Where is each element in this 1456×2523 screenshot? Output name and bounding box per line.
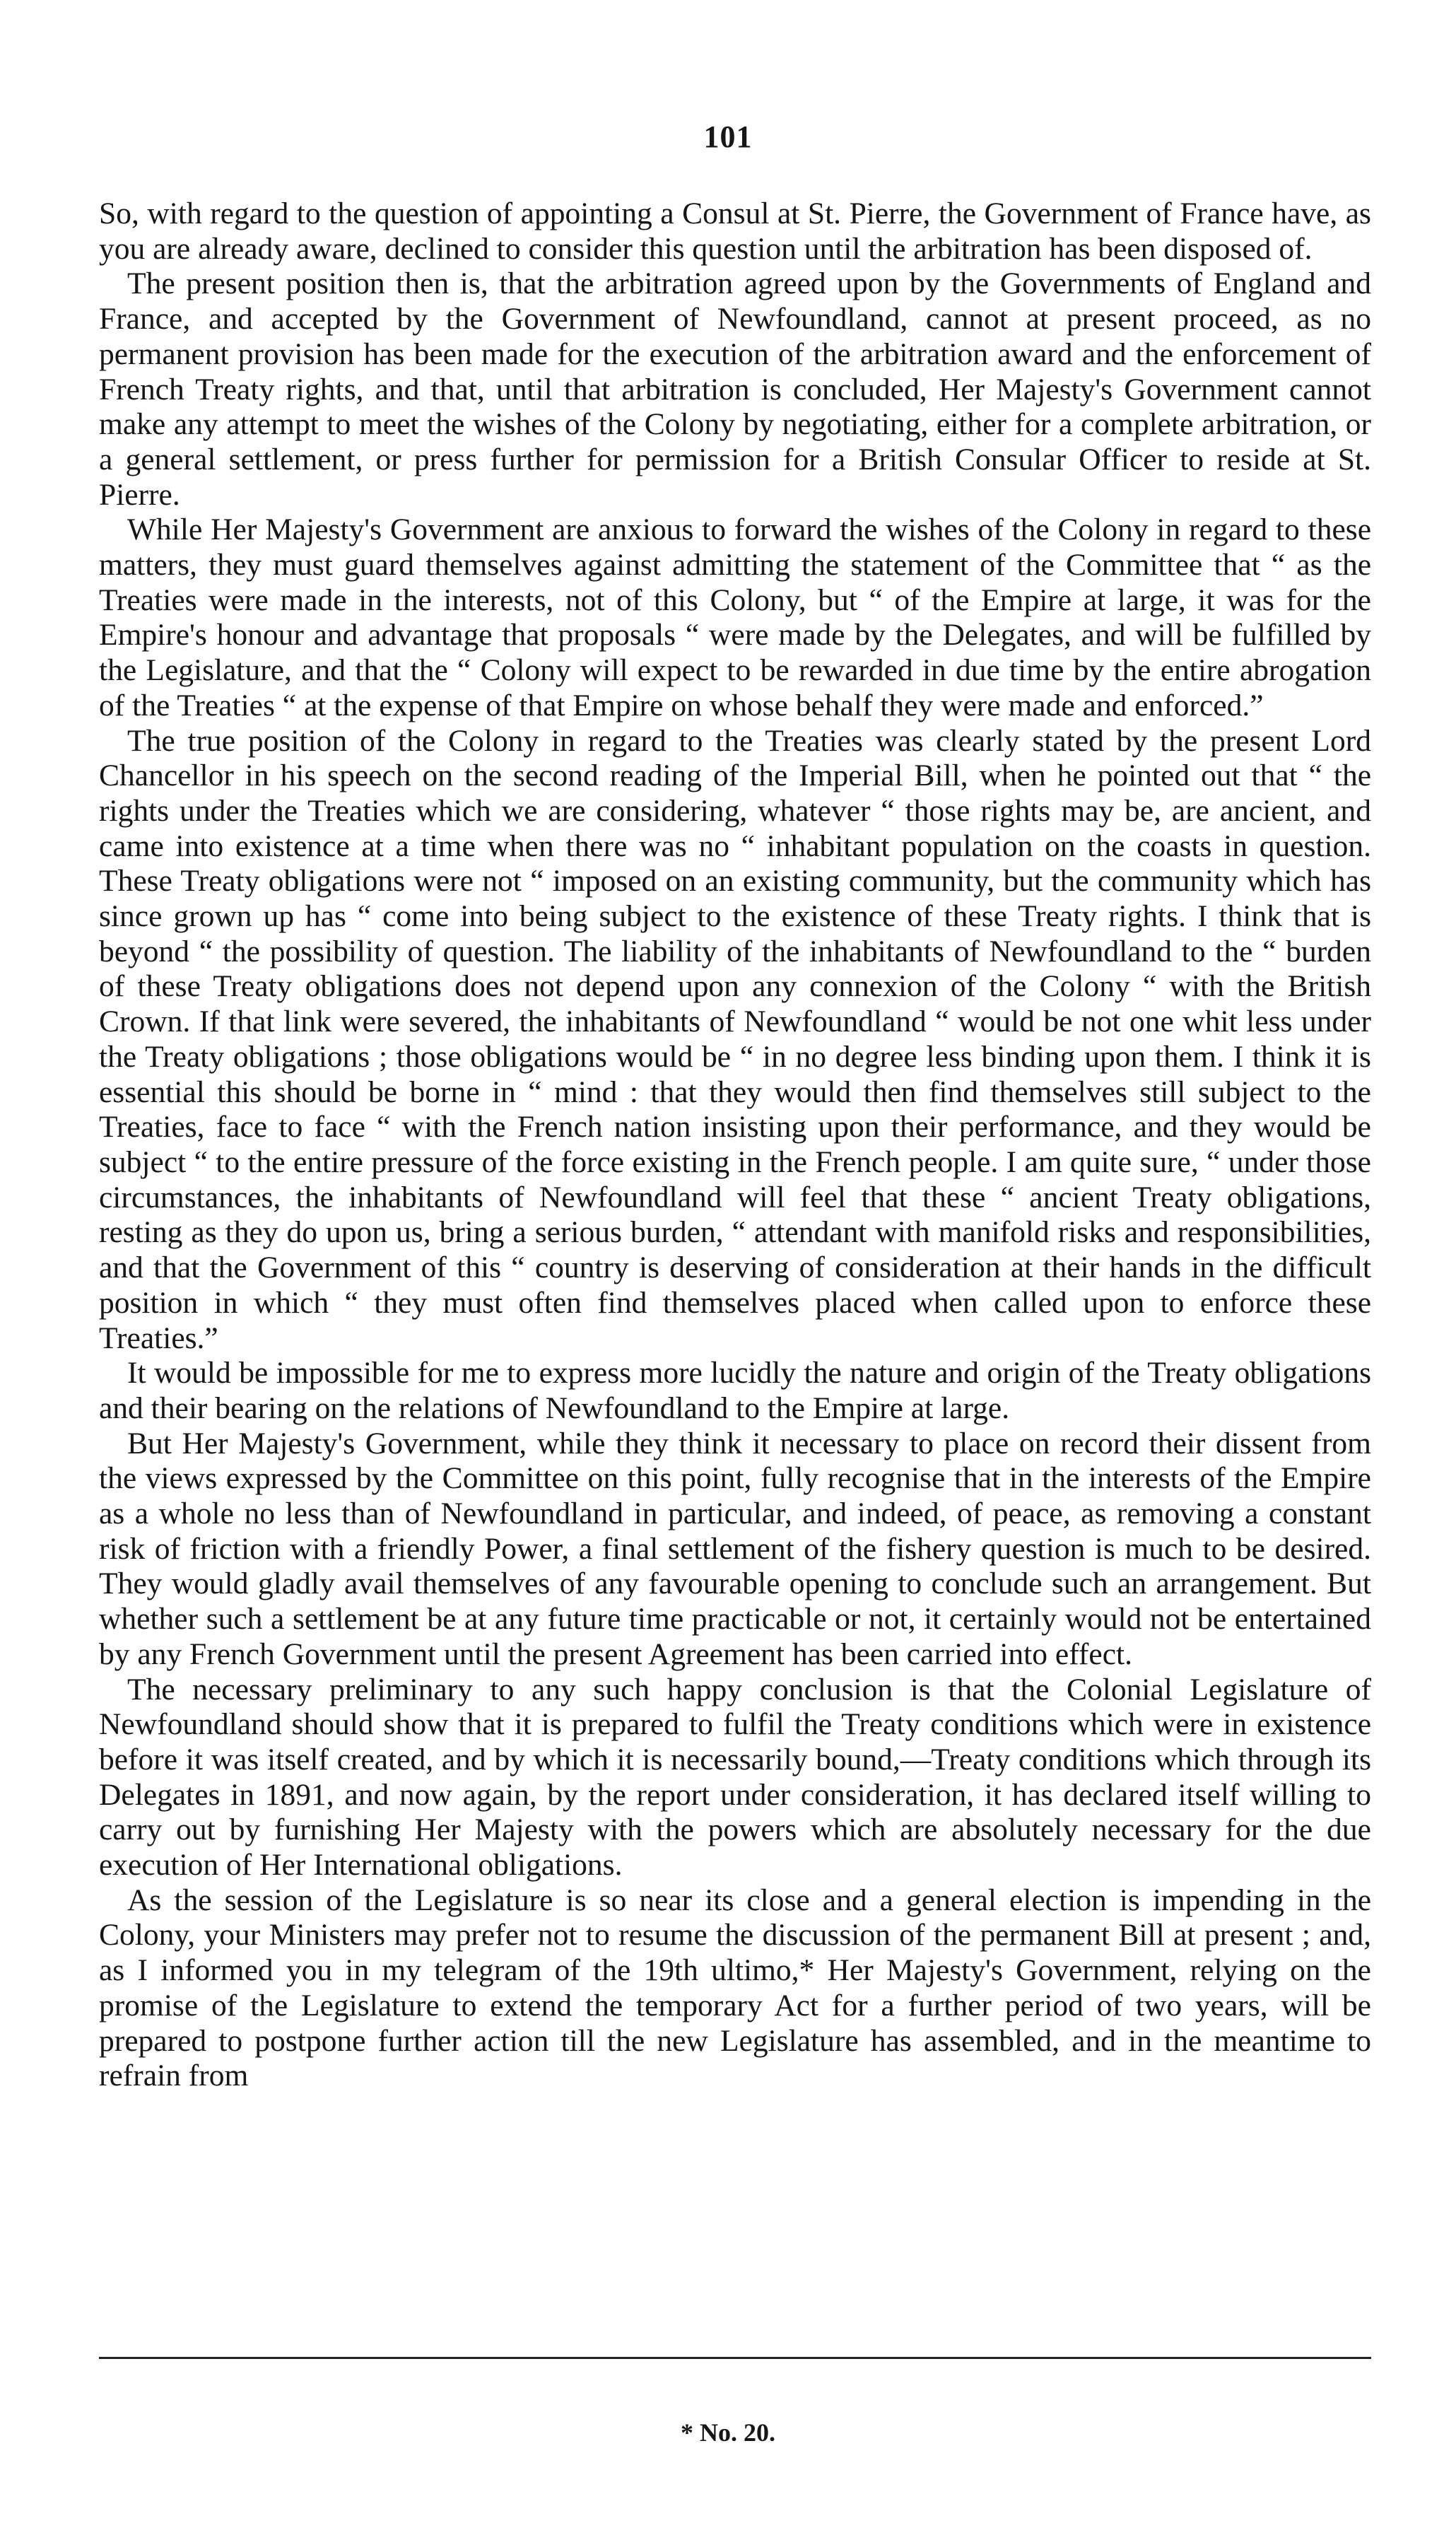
paragraph-consul: So, with regard to the question of appointing a Consul at St. Pierre, the Government of France have, as you are already aware, declined to consider this question until the arbitration has been disposed of. bbox=[99, 197, 1371, 266]
paragraph-fishery-settlement: But Her Majesty's Government, while they think it necessary to place on record their dissent from the views expressed by the Committee on this point, fully recognise that in the interests of the Empire as a whole no less than of Newfoundland in particular, and indeed, of peace, as removing a constant risk of friction with a friendly Power, a final settlement of the fishery question is much to be desired. They would gladly avail themselves of any favourable opening to conclude such an arrangement. But whether such a settlement be at any future time practicable or not, it certainly would not be entertained by any French Government until the present Agreement has been carried into effect. bbox=[99, 1426, 1371, 1671]
paragraph-present-position: The present position then is, that the arbitration agreed upon by the Governments of England and France, and accepted by the Government of Newfoundland, cannot at present proceed, as no permanent provision has been made for the execution of the arbitration award and the enforcement of French Treaty rights, and that, until that arbitration is concluded, Her Majesty's Government cannot make any attempt to meet the wishes of the Colony by negotiating, either for a complete arbitration, or a general settlement, or press further for permission for a British Consular Officer to reside at St. Pierre. bbox=[99, 267, 1371, 512]
paragraph-lucidly: It would be impossible for me to express more lucidly the nature and origin of the Treaty obligations and their bearing on the relations of Newfoundland to the Empire at large. bbox=[99, 1356, 1371, 1425]
body-text bbox=[99, 197, 1371, 2094]
paragraph-lord-chancellor-quote: The true position of the Colony in regard to the Treaties was clearly stated by the present Lord Chancellor in his speech on the second reading of the Imperial Bill, when he pointed out that “ the rights under the Treaties which we are considering, whatever “ those rights may be, are ancient, and came into existence at a time when there was no “ inhabitant population on the coasts in question. These Treaty obligations were not “ imposed on an existing community, but the community which has since grown up has “ come into being subject to the existence of these Treaty rights. I think that is beyond “ the possibility of question. The liability of the inhabitants of Newfoundland to the “ burden of these Treaty obligations does not depend upon any connexion of the Colony “ with the British Crown. If that link were severed, the inhabitants of Newfoundland “ would be not one whit less under the Treaty obligations ; those obligations would be “ in no degree less binding upon them. I think it is essential this should be borne in “ mind : that they would then find themselves still subject to the Treaties, face to face “ with the French nation insisting upon their performance, and they would be subject “ to the entire pressure of the force existing in the French people. I am quite sure, “ under those circumstances, the inhabitants of Newfoundland will feel that these “ ancient Treaty obligations, resting as they do upon us, bring a serious burden, “ attendant with manifold risks and responsibilities, and that the Government of this “ country is deserving of consideration at their hands in the difficult position in which “ they must often find themselves placed when called upon to enforce these Treaties.” bbox=[99, 723, 1371, 1355]
paragraph-session: As the session of the Legislature is so near its close and a general election is impending in the Colony, your Ministers may prefer not to resume the discussion of the permanent Bill at present ; and, as I informed you in my telegram of the 19th ultimo,* Her Majesty's Government, relying on the promise of the Legislature to extend the temporary Act for a further period of two years, will be prepared to postpone further action till the new Legislature has assembled, and in the meantime to refrain from bbox=[99, 1883, 1371, 2093]
footnote: * No. 20. bbox=[681, 2418, 775, 2447]
footnote-divider bbox=[99, 2357, 1371, 2359]
paragraph-preliminary: The necessary preliminary to any such happy conclusion is that the Colonial Legislature of Newfoundland should show that it is prepared to fulfil the Treaty conditions which were in existence before it was itself created, and by which it is necessarily bound,—Treaty conditions which through its Delegates in 1891, and now again, by the report under consideration, it has declared itself willing to carry out by furnishing Her Majesty with the powers which are absolutely necessary for the due execution of Her International obligations. bbox=[99, 1672, 1371, 1883]
paragraph-committee-statement: While Her Majesty's Government are anxious to forward the wishes of the Colony in regard to these matters, they must guard themselves against admitting the statement of the Committee that “ as the Treaties were made in the interests, not of this Colony, but “ of the Empire at large, it was for the Empire's honour and advantage that proposals “ were made by the Delegates, and will be fulfilled by the Legislature, and that the “ Colony will expect to be rewarded in due time by the entire abrogation of the Treaties “ at the expense of that Empire on whose behalf they were made and enforced.” bbox=[99, 513, 1371, 722]
page-number: 101 bbox=[703, 119, 753, 154]
